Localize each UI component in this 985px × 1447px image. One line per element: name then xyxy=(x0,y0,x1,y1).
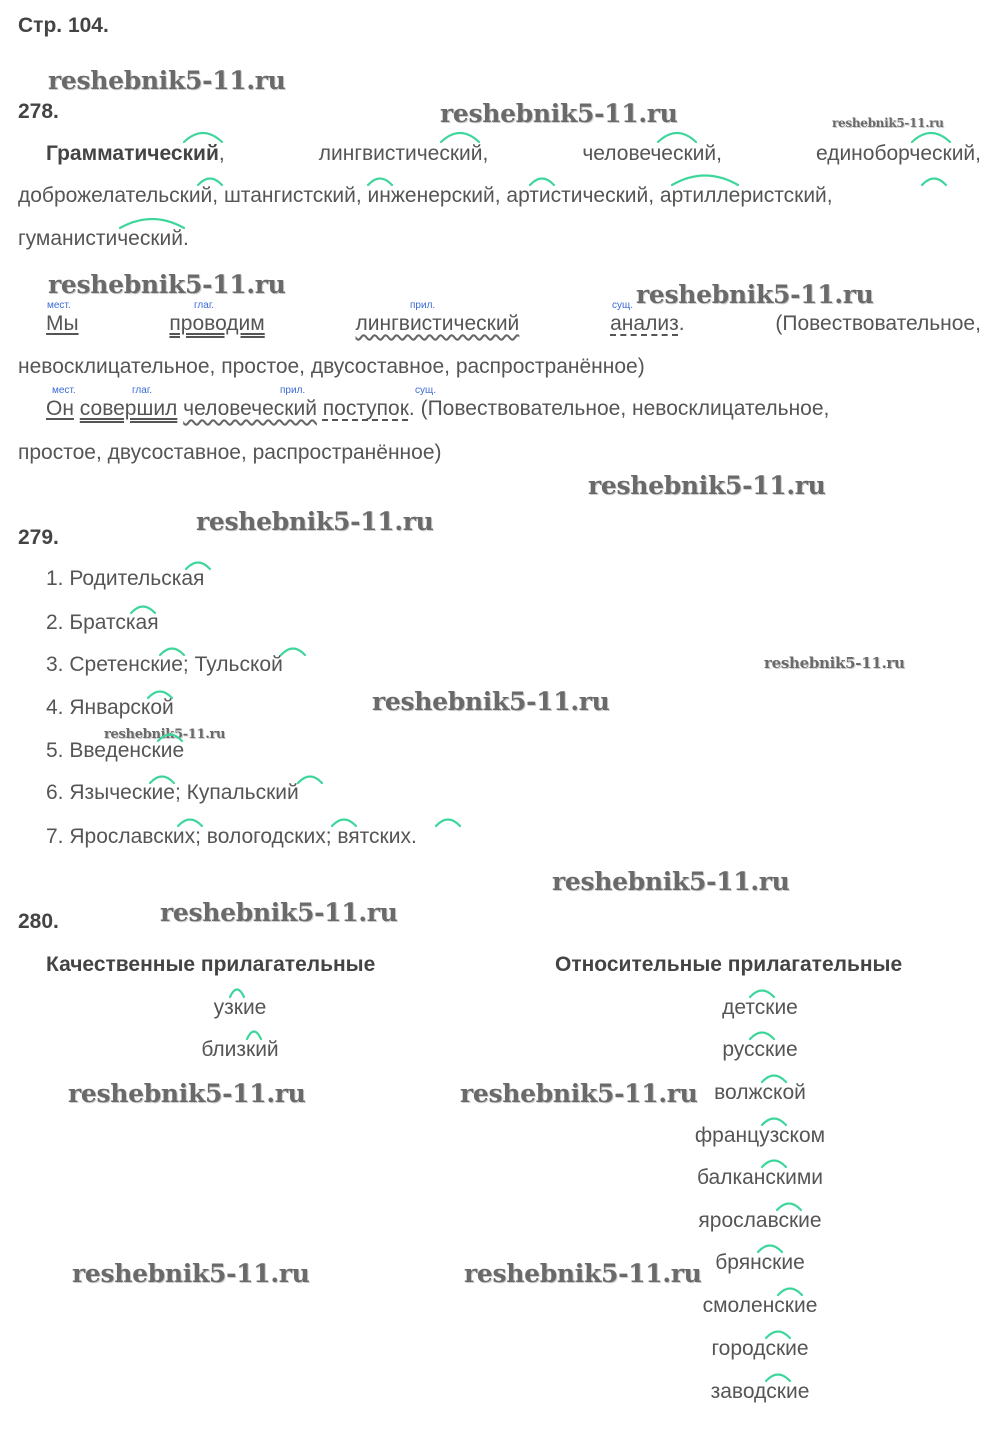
exercise-number: 280. xyxy=(18,910,59,933)
page-number: Стр. 104. xyxy=(18,14,109,37)
watermark: reshebnik5-11.ru xyxy=(764,654,905,672)
column-title-qualitative: Качественные прилагательные xyxy=(46,953,376,976)
list-item: 4. Январской xyxy=(46,696,174,719)
watermark: reshebnik5-11.ru xyxy=(440,99,678,128)
adjective: близкий xyxy=(201,1038,279,1061)
adjective: узкие xyxy=(213,996,267,1019)
word: единоборческий, xyxy=(815,142,981,165)
watermark: reshebnik5-11.ru xyxy=(372,687,610,716)
adjective: детские xyxy=(722,996,798,1019)
watermark: reshebnik5-11.ru xyxy=(588,471,826,500)
column-title-relative: Относительные прилагательные xyxy=(555,953,903,976)
adjective: балканскими xyxy=(697,1166,823,1189)
pos-label: прил. xyxy=(410,300,436,311)
ex278-sentence2-cont: простое, двусоставное, распространённое) xyxy=(18,441,442,464)
watermark: reshebnik5-11.ru xyxy=(552,867,790,896)
pos-label: глаг. xyxy=(132,385,153,396)
adjective: французском xyxy=(694,1124,826,1147)
object: анализ xyxy=(610,312,679,335)
word: , xyxy=(218,142,225,165)
adjective: заводские xyxy=(710,1380,810,1403)
watermark: reshebnik5-11.ru xyxy=(196,507,434,536)
adjective: ярославские xyxy=(698,1209,822,1232)
ex278-sentence1-cont: невосклицательное, простое, двусоставное, распространённое) xyxy=(18,355,645,378)
pos-label: глаг. xyxy=(194,300,215,311)
watermark: reshebnik5-11.ru xyxy=(460,1079,698,1108)
attribute: человеческий xyxy=(183,397,317,420)
punct: . xyxy=(678,312,685,335)
ex278-row2: доброжелательский, штангистский, инженерский, артистический, артиллеристский, xyxy=(18,184,833,207)
list-item: 7. Ярославских; вологодских; вятских. xyxy=(46,825,417,848)
list-item: 3. Сретенские; Тульской xyxy=(46,653,283,676)
pos-label: прил. xyxy=(280,385,306,396)
predicate: проводим xyxy=(169,312,265,335)
word: лингвистический, xyxy=(318,142,489,165)
adjective: смоленские xyxy=(702,1294,818,1317)
pos-label: сущ. xyxy=(612,300,634,311)
watermark: reshebnik5-11.ru xyxy=(636,280,874,309)
watermark: reshebnik5-11.ru xyxy=(464,1259,702,1288)
list-item: 5. Введенские xyxy=(46,739,185,762)
suffix-arcs xyxy=(0,970,985,1390)
adjective: волжской xyxy=(714,1081,806,1104)
word: Грамматический xyxy=(46,142,219,165)
characteristic: . (Повествовательное, невосклицательное, xyxy=(408,397,830,420)
subject: Он xyxy=(46,397,74,420)
pos-label: сущ. xyxy=(415,385,437,396)
ex278-row3: гуманистический. xyxy=(18,227,189,250)
adjective: городские xyxy=(711,1337,809,1360)
suffix-arcs xyxy=(0,0,985,260)
list-item: 6. Языческие; Купальский xyxy=(46,781,299,804)
exercise-number: 279. xyxy=(18,526,59,549)
word: человеческий, xyxy=(582,142,722,165)
watermark: reshebnik5-11.ru xyxy=(104,727,226,742)
subject: Мы xyxy=(46,312,79,335)
ex278-sentence2 xyxy=(46,397,829,421)
characteristic: (Повествовательное, xyxy=(775,312,981,335)
pos-label: мест. xyxy=(47,300,71,311)
ex278-sentence1 xyxy=(46,312,981,336)
watermark: reshebnik5-11.ru xyxy=(72,1259,310,1288)
list-item: 1. Родительская xyxy=(46,567,205,590)
watermark: reshebnik5-11.ru xyxy=(68,1079,306,1108)
exercise-number: 278. xyxy=(18,100,59,123)
suffix-arcs xyxy=(0,540,985,840)
watermark: reshebnik5-11.ru xyxy=(48,66,286,95)
predicate: совершил xyxy=(79,397,178,420)
list-item: 2. Братская xyxy=(46,611,159,634)
attribute: лингвистический xyxy=(355,312,520,335)
watermark: reshebnik5-11.ru xyxy=(160,898,398,927)
pos-label: мест. xyxy=(52,385,76,396)
adjective: брянские xyxy=(715,1251,805,1274)
watermark: reshebnik5-11.ru xyxy=(48,270,286,299)
watermark: reshebnik5-11.ru xyxy=(832,116,944,130)
object: поступок xyxy=(322,397,409,420)
adjective: русские xyxy=(722,1038,798,1061)
